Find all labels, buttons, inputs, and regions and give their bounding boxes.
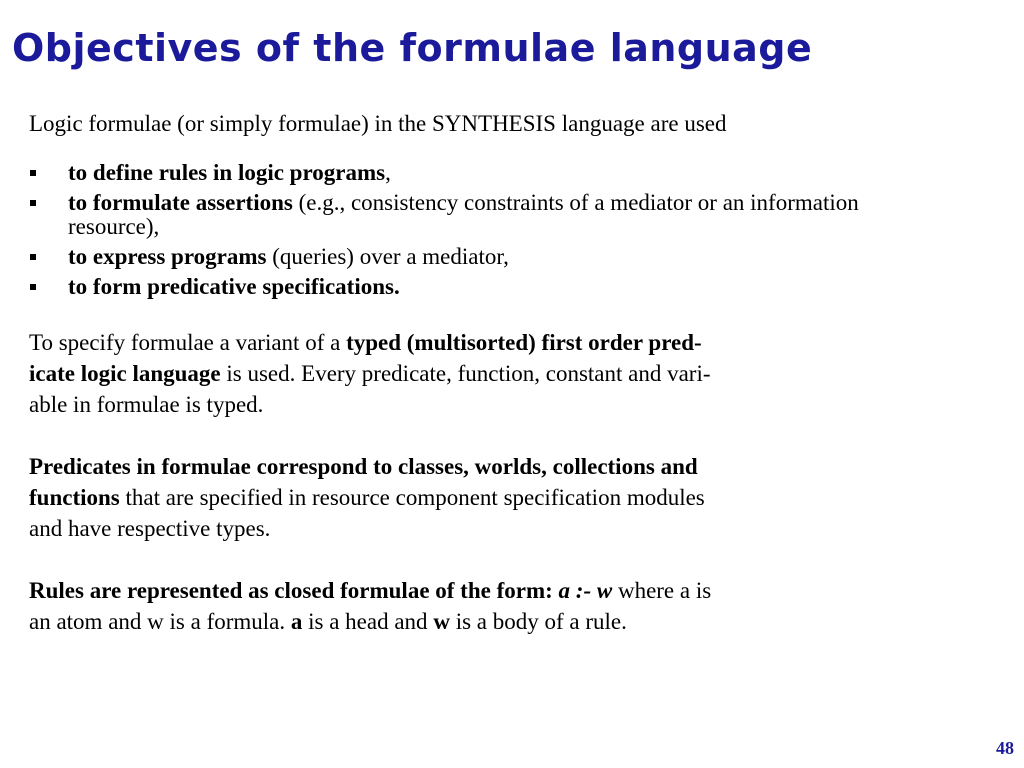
square-bullet-icon [30, 170, 36, 176]
bullet-text: (queries) over a mediator, [266, 244, 509, 269]
intro-text: Logic formulae (or simply formulae) in the SYNTHESIS language are used [29, 111, 727, 136]
bullet-text: , [385, 160, 391, 185]
paragraph-text: and have respective types. [29, 516, 271, 541]
bullet-bold-text: to form predicative specifications. [68, 274, 400, 299]
paragraph-bold-text: typed (multisorted) first order pred- [346, 330, 702, 355]
typed-language-paragraph [29, 327, 919, 420]
rules-paragraph [29, 575, 919, 637]
bullet-bold-text: to express programs [68, 244, 267, 269]
paragraph-text: able in formulae is typed. [29, 392, 264, 417]
bullet-bold-text: to formulate assertions [68, 190, 293, 215]
paragraph-bold-text: icate logic language [29, 361, 221, 386]
body-symbol: w [433, 609, 450, 634]
bullet-item [29, 245, 919, 269]
bullet-item [29, 275, 919, 299]
bullet-text: (e.g., consistency constraints of a mediator or an information resource), [68, 190, 859, 239]
rule-formula: a :- w [558, 578, 613, 603]
paragraph-bold-text: Rules are represented as closed formulae of the form: [29, 578, 559, 603]
paragraph-bold-text: Predicates in formulae correspond to classes, worlds, collections and [29, 454, 698, 479]
paragraph-text: an atom and w is a formula. [29, 609, 291, 634]
page-number: 48 [996, 738, 1014, 758]
slide-title: Objectives of the formulae language [12, 26, 813, 70]
objectives-list [29, 161, 919, 299]
bullet-item [29, 191, 919, 239]
square-bullet-icon [30, 200, 36, 206]
paragraph-text: that are specified in resource component specification modules [119, 485, 705, 510]
predicates-paragraph [29, 451, 919, 544]
paragraph-bold-text: functions [29, 485, 120, 510]
slide-content [29, 108, 919, 637]
square-bullet-icon [30, 254, 36, 260]
square-bullet-icon [30, 284, 36, 290]
bullet-item [29, 161, 919, 185]
paragraph-text: is a body of a rule. [449, 609, 627, 634]
paragraph-text: is used. Every predicate, function, constant and vari- [220, 361, 711, 386]
bullet-bold-text: to define rules in logic programs [68, 160, 386, 185]
paragraph-text: To specify formulae a variant of a [29, 330, 347, 355]
paragraph-text: is a head and [302, 609, 434, 634]
paragraph-text: where a is [612, 578, 712, 603]
head-symbol: a [290, 609, 303, 634]
